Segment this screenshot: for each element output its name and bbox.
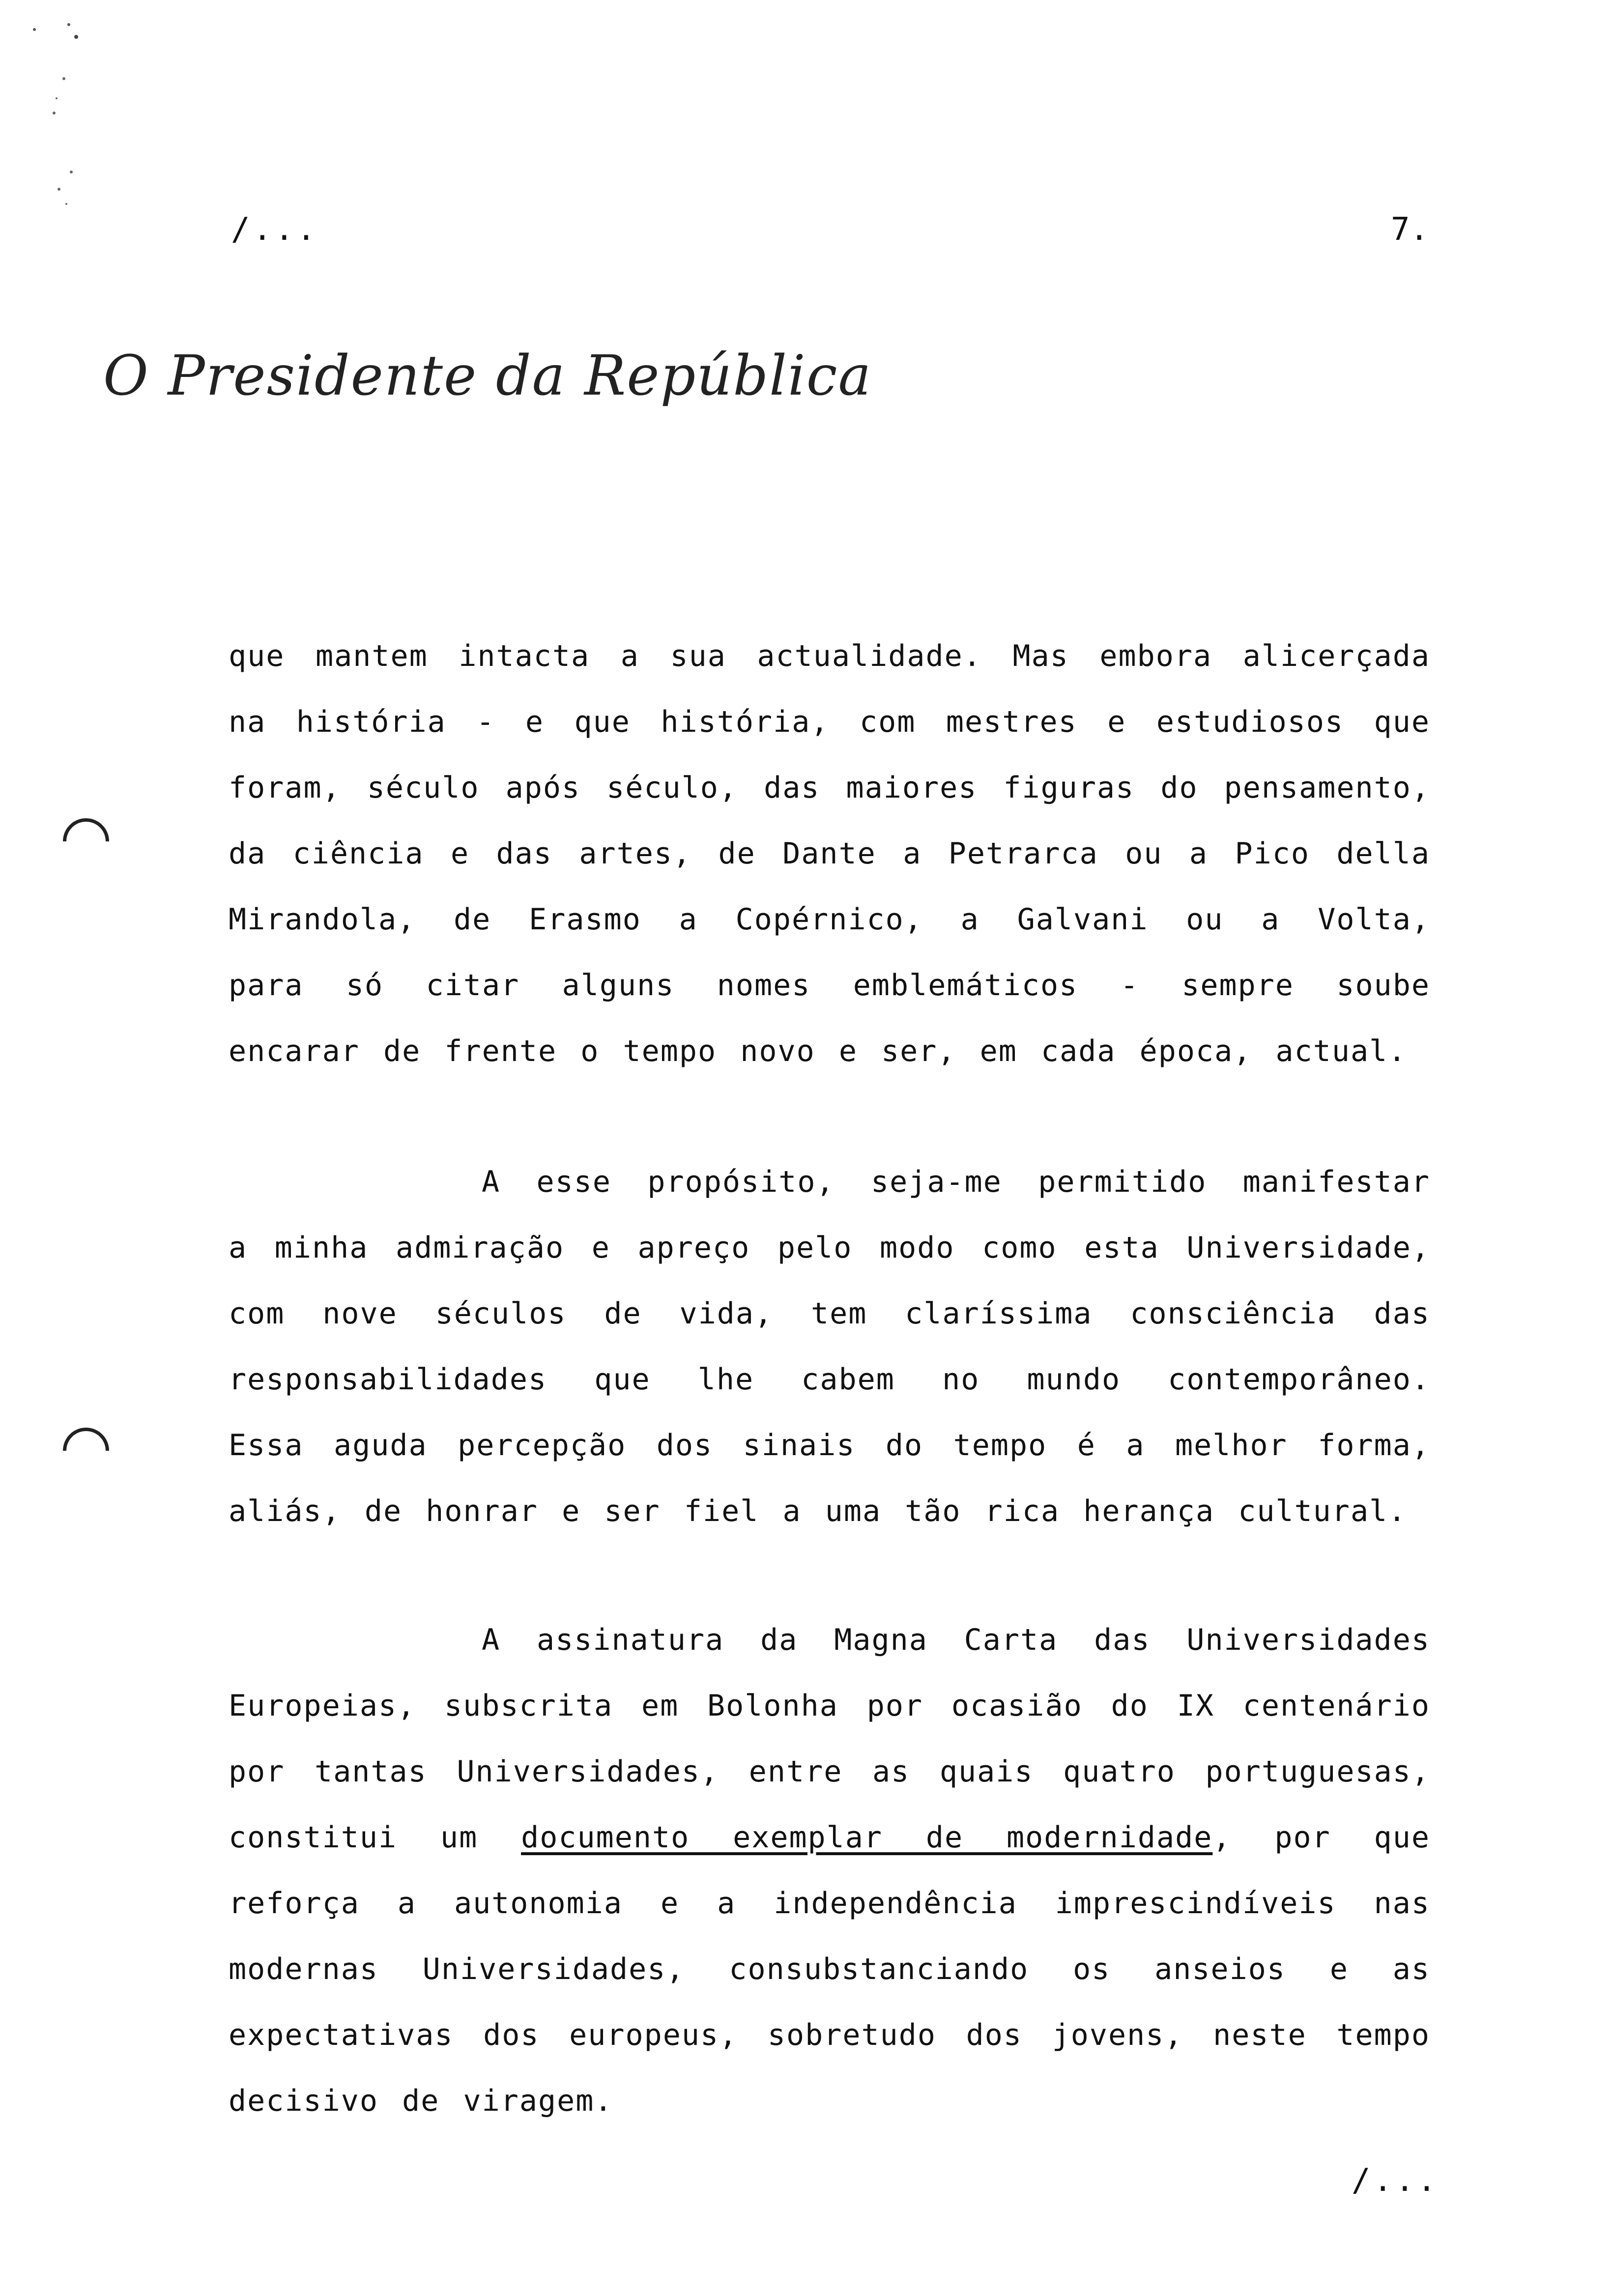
text-line: na história - e que história, com mestres e estudiosos que — [229, 705, 1430, 739]
text-line: expectativas dos europeus, sobretudo dos jovens, neste tempo — [229, 2018, 1430, 2052]
text-line — [229, 1805, 1430, 1870]
text-line: responsabilidades que lhe cabem no mundo contemporâneo. — [229, 1362, 1430, 1397]
text-line: aliás, de honrar e ser fiel a uma tão rica herança cultural. — [229, 1494, 1407, 1528]
text-segment: , por que — [1212, 1820, 1430, 1855]
text-line: a minha admiração e apreço pelo modo como esta Universidade, — [229, 1231, 1430, 1265]
paragraph-1 — [229, 623, 1430, 1084]
text-line: que mantem intacta a sua actualidade. Mas embora alicerçada — [229, 639, 1430, 673]
text-line: da ciência e das artes, de Dante a Petrarca ou a Pico della — [229, 836, 1430, 871]
paragraph-2 — [229, 1149, 1430, 1544]
text-line: Essa aguda percepção dos sinais do tempo é a melhor forma, — [229, 1428, 1430, 1463]
continuation-marker-bottom: /... — [1352, 2162, 1439, 2199]
page-number: 7. — [1391, 211, 1429, 248]
letterhead-presidente-da-republica: O Presidente da República — [103, 344, 872, 408]
text-line: decisivo de viragem. — [229, 2084, 613, 2118]
paragraph-3 — [229, 1607, 1430, 2134]
punch-hole-mark — [54, 809, 119, 874]
text-line: A esse propósito, seja-me permitido manifestar — [482, 1165, 1430, 1199]
text-line: A assinatura da Magna Carta das Universidades — [482, 1623, 1430, 1657]
text-line: modernas Universidades, consubstanciando os anseios e as — [229, 1952, 1430, 1986]
text-line: encarar de frente o tempo novo e ser, em cada época, actual. — [229, 1034, 1407, 1068]
punch-hole-mark — [54, 1418, 119, 1484]
text-line: Mirandola, de Erasmo a Copérnico, a Galvani ou a Volta, — [229, 902, 1430, 937]
scan-specks-decoration — [29, 10, 98, 216]
text-segment: constitui um — [229, 1820, 521, 1855]
underlined-phrase: documento exemplar de modernidade — [521, 1820, 1213, 1855]
text-line: reforça a autonomia e a independência imprescindíveis nas — [229, 1886, 1430, 1921]
continuation-marker-top: /... — [231, 211, 319, 248]
text-line: para só citar alguns nomes emblemáticos - sempre soube — [229, 968, 1430, 1003]
text-line: Europeias, subscrita em Bolonha por ocasião do IX centenário — [229, 1689, 1430, 1723]
text-line: foram, século após século, das maiores figuras do pensamento, — [229, 771, 1430, 805]
text-line: por tantas Universidades, entre as quais quatro portuguesas, — [229, 1754, 1430, 1789]
text-line: com nove séculos de vida, tem claríssima consciência das — [229, 1296, 1430, 1331]
